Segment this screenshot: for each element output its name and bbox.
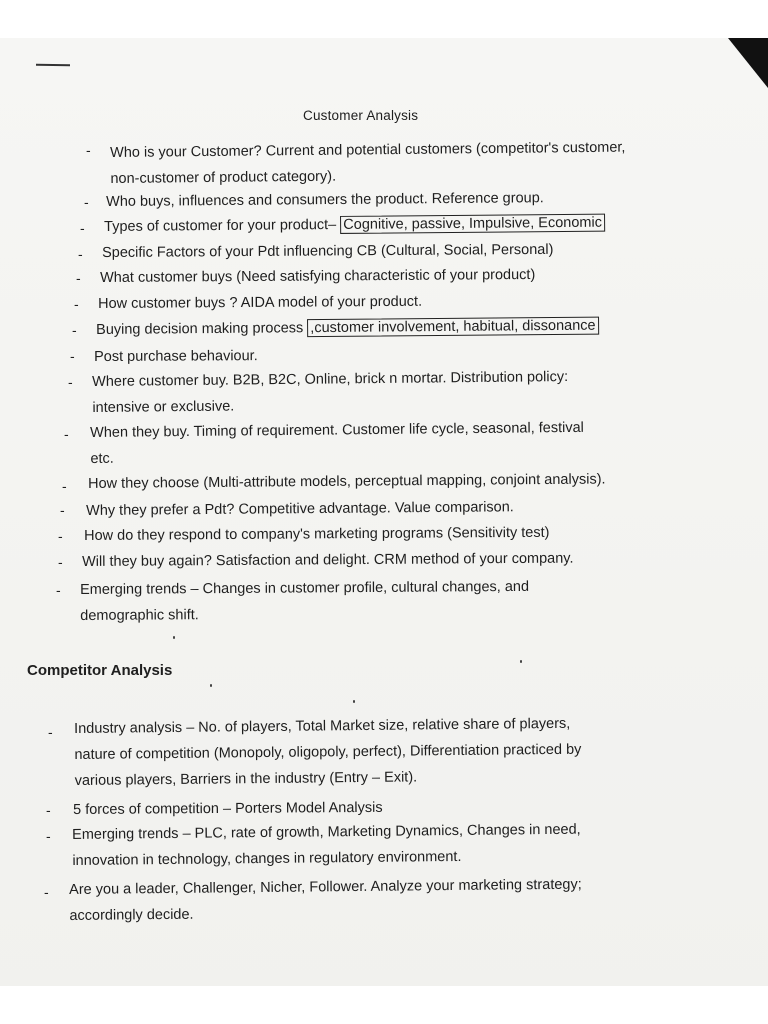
- scan-top-margin: [0, 0, 768, 38]
- bullet-dash: -: [58, 528, 63, 544]
- competitor-analysis-item-line-1: Are you a leader, Challenger, Nicher, Follower. Analyze your marketing strategy;: [69, 876, 582, 898]
- customer-analysis-item: [104, 210, 605, 240]
- bullet-dash: -: [74, 296, 79, 312]
- bullet-dash: -: [44, 884, 49, 900]
- competitor-analysis-title: Competitor Analysis: [27, 662, 173, 679]
- speck: [520, 660, 522, 663]
- bullet-dash: -: [46, 802, 51, 818]
- bullet-dash: -: [58, 554, 63, 570]
- bullet-dash: -: [62, 478, 67, 494]
- corner-shadow: [728, 38, 768, 88]
- speck: [210, 684, 212, 687]
- bullet-dash: -: [72, 322, 77, 338]
- bullet-dash: -: [78, 246, 83, 262]
- bullet-dash: -: [86, 142, 91, 158]
- customer-analysis-item-line-1: Specific Factors of your Pdt influencing CB (Cultural, Social, Personal): [102, 241, 554, 261]
- customer-analysis-title: Customer Analysis: [303, 108, 419, 123]
- scan-bottom-margin: [0, 986, 768, 1024]
- customer-analysis-item-line-1: Emerging trends – Changes in customer profile, cultural changes, and: [80, 578, 530, 598]
- customer-analysis-item-line-1: Who buys, influences and consumers the product. Reference group.: [106, 190, 544, 210]
- customer-analysis-item-line-1: Will they buy again? Satisfaction and delight. CRM method of your company.: [82, 550, 574, 570]
- customer-analysis-item: [94, 343, 258, 370]
- bullet-dash: -: [70, 348, 75, 364]
- customer-analysis-item-text: Types of customer for your product–: [104, 216, 341, 235]
- customer-analysis-item: [88, 466, 606, 497]
- customer-analysis-item-line-1: Post purchase behaviour.: [94, 348, 258, 365]
- competitor-analysis-item-line-2: innovation in technology, changes in regulatory environment.: [72, 848, 462, 869]
- customer-analysis-item-line-1: Who is your Customer? Current and potential customers (competitor's customer,: [110, 139, 626, 161]
- customer-analysis-item-line-2: non-customer of product category).: [110, 168, 337, 187]
- competitor-analysis-item: [72, 817, 581, 874]
- customer-analysis-item: [98, 289, 422, 317]
- bullet-dash: -: [80, 220, 85, 236]
- boxed-text: ,customer involvement, habitual, dissonance: [307, 317, 598, 338]
- customer-analysis-item-line-2: etc.: [90, 450, 114, 467]
- competitor-analysis-item: [69, 872, 582, 929]
- customer-analysis-item: [110, 135, 626, 192]
- customer-analysis-item-text: Buying decision making process: [96, 320, 308, 338]
- customer-analysis-item: [92, 364, 569, 421]
- customer-analysis-item-line-1: When they buy. Timing of requirement. Customer life cycle, seasonal, festival: [90, 419, 584, 441]
- customer-analysis-item-line-1: What customer buys (Need satisfying characteristic of your product): [100, 266, 536, 286]
- bullet-dash: -: [48, 724, 53, 740]
- bullet-dash: -: [64, 426, 69, 442]
- customer-analysis-item: [100, 262, 535, 291]
- speck: [353, 700, 355, 703]
- competitor-analysis-item: [74, 711, 582, 794]
- bullet-dash: -: [84, 194, 89, 210]
- bullet-dash: -: [76, 270, 81, 286]
- bullet-dash: -: [68, 374, 73, 390]
- competitor-analysis-item-line-2: accordingly decide.: [69, 906, 194, 924]
- competitor-analysis-item-line-3: various players, Barriers in the industry (Entry – Exit).: [74, 769, 418, 789]
- customer-analysis-item-line-1: How do they respond to company's marketing programs (Sensitivity test): [84, 524, 550, 544]
- customer-analysis-item: [90, 415, 584, 472]
- boxed-text: Cognitive, passive, Impulsive, Economic: [340, 214, 605, 234]
- speck: [173, 636, 175, 639]
- bullet-dash: -: [56, 582, 61, 598]
- customer-analysis-item: [80, 574, 529, 629]
- customer-analysis-item-line-1: Where customer buy. B2B, B2C, Online, brick n mortar. Distribution policy:: [92, 369, 569, 390]
- customer-analysis-item: [82, 546, 574, 575]
- bullet-dash: -: [46, 828, 51, 844]
- pen-mark: [36, 64, 70, 67]
- competitor-analysis-item-line-1: 5 forces of competition – Porters Model Analysis: [73, 799, 383, 818]
- customer-analysis-item-line-1: Why they prefer a Pdt? Competitive advantage. Value comparison.: [86, 499, 514, 519]
- competitor-analysis-item-line-1: Emerging trends – PLC, rate of growth, Marketing Dynamics, Changes in need,: [72, 821, 581, 843]
- customer-analysis-item: [84, 520, 550, 549]
- customer-analysis-item: [96, 313, 599, 343]
- customer-analysis-item-line-1: How customer buys ? AIDA model of your product.: [98, 293, 423, 312]
- customer-analysis-item-line-1: How they choose (Multi-attribute models, perceptual mapping, conjoint analysis).: [88, 471, 606, 492]
- customer-analysis-item-line-2: intensive or exclusive.: [92, 398, 235, 416]
- competitor-analysis-item-line-2: nature of competition (Monopoly, oligopoly, perfect), Differentiation practiced by: [74, 741, 582, 763]
- customer-analysis-item-line-2: demographic shift.: [80, 607, 199, 624]
- bullet-dash: -: [60, 502, 65, 518]
- competitor-analysis-item-line-1: Industry analysis – No. of players, Total Market size, relative share of players,: [74, 715, 571, 737]
